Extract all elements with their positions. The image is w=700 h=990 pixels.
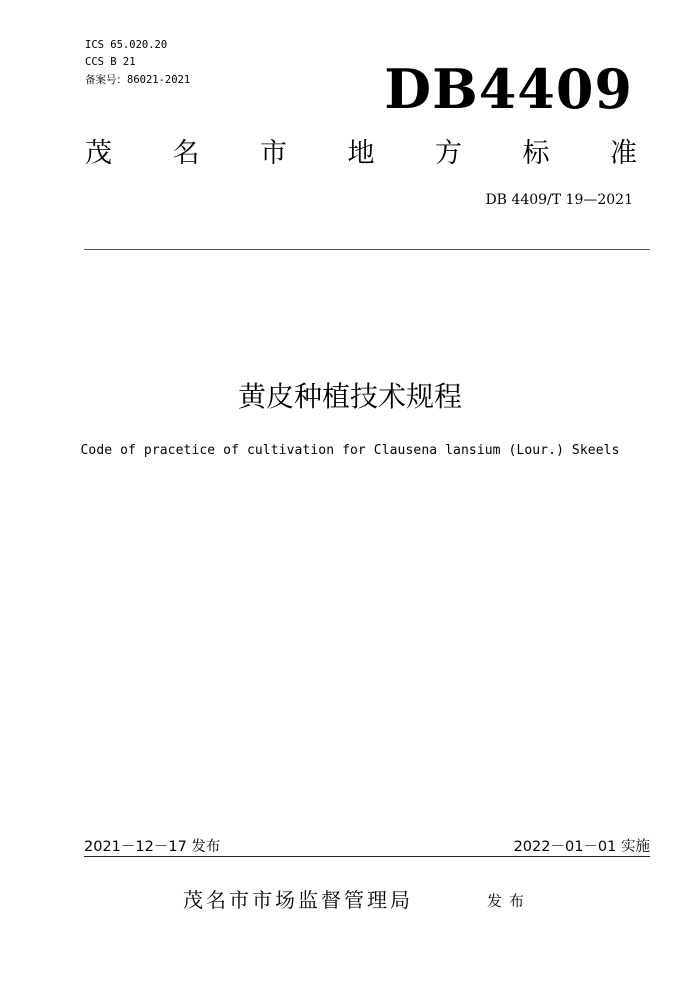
- footer-divider: [84, 856, 650, 857]
- standard-kind-char: 准: [610, 138, 637, 169]
- standard-kind-char: 方: [435, 138, 462, 169]
- document-title-english: Code of pracetice of cultivation for Clausena lansium (Lour.) Skeels: [80, 443, 620, 458]
- ics-code: ICS 65.020.20: [85, 39, 168, 51]
- filing-number: 备案号：86021-2021: [85, 74, 191, 86]
- publish-label: 发布: [487, 892, 532, 910]
- standard-code-logo: DB4409: [384, 57, 633, 121]
- header-divider: [84, 249, 650, 250]
- document-title-chinese: 黄皮种植技术规程: [237, 380, 462, 413]
- implementation-date: 2022－01－01 实施: [513, 839, 650, 855]
- standard-kind-char: 名: [172, 138, 200, 169]
- standard-kind-char: 市: [260, 138, 287, 169]
- publisher-name: 茂名市市场监督管理局: [183, 888, 413, 912]
- standard-kind-heading: [85, 136, 637, 172]
- ccs-code: CCS B 21: [85, 56, 136, 68]
- standard-number: DB 4409/T 19—2021: [485, 192, 633, 208]
- standard-kind-char: 标: [522, 138, 550, 169]
- issue-date: 2021－12－17 发布: [84, 839, 221, 855]
- standard-kind-char: 地: [347, 138, 375, 169]
- standard-kind-char: 茂: [85, 138, 112, 169]
